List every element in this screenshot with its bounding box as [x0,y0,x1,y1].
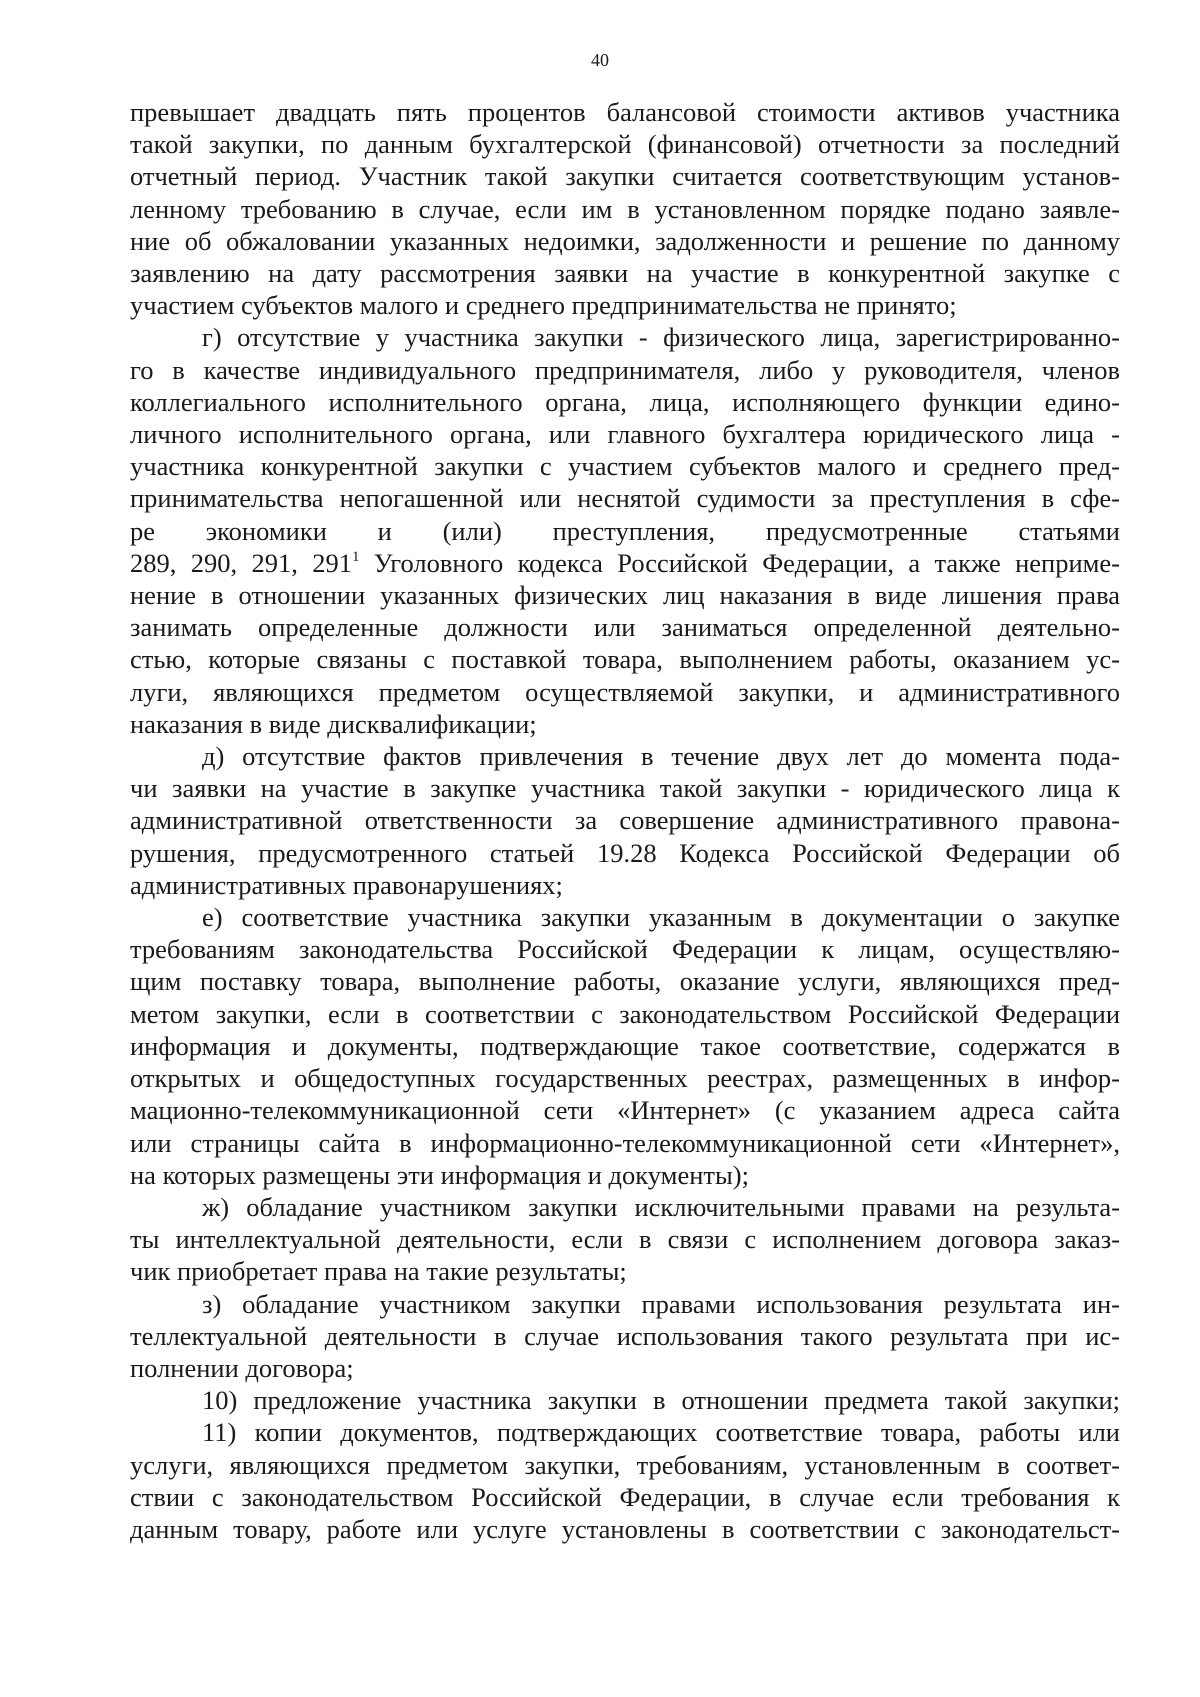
line-text: 10) предложение участника закупки в отношении предмета такой закупки; [202,1385,1120,1416]
text-line [130,1159,1120,1191]
line-text: з) обладание участником закупки правами использования результата ин- [202,1288,1120,1319]
text-line [130,547,1120,579]
line-text: участием субъектов малого и среднего предпринимательства не принято; [130,290,957,321]
text-line [130,289,1120,321]
text-line [130,1094,1120,1126]
superscript: 1 [351,548,360,565]
text-line [130,354,1120,386]
text-line [130,386,1120,418]
line-text: на которых размещены эти информация и документы); [130,1159,749,1190]
text-line [130,998,1120,1030]
text-line [130,450,1120,482]
line-text: административной ответственности за совершение административного правона- [130,805,1120,836]
text-line [130,837,1120,869]
line-text: мационно-телекоммуникационной сети «Интернет» (с указанием адреса сайта [130,1095,1120,1126]
text-line [130,1481,1120,1513]
line-text: ты интеллектуальной деятельности, если в связи с исполнением договора заказ- [130,1224,1120,1255]
line-text: луги, являющихся предметом осуществляемой закупки, и административного [130,676,1120,707]
text-line [130,225,1120,257]
text-line [130,1255,1120,1287]
line-text: метом закупки, если в соответствии с законодательством Российской Федерации [130,998,1120,1029]
text-line [130,579,1120,611]
line-text: превышает двадцать пять процентов балансовой стоимости активов участника [130,97,1120,127]
line-text: открытых и общедоступных государственных реестрах, размещенных в инфор- [130,1063,1120,1094]
text-line [130,1384,1120,1416]
text-line [130,643,1120,675]
line-text: требованиям законодательства Российской Федерации к лицам, осуществляю- [130,934,1120,965]
text-line [130,611,1120,643]
text-line [130,1191,1120,1223]
text-line [130,418,1120,450]
line-text: го в качестве индивидуального предпринимателя, либо у руководителя, членов [130,354,1120,385]
line-text: заявлению на дату рассмотрения заявки на участие в конкурентной закупке с [130,258,1120,289]
line-text: 11) копии документов, подтверждающих соответствие товара, работы или [202,1417,1120,1448]
line-text: ленному требованию в случае, если им в установленном порядке подано заявле- [130,193,1120,224]
line-text: участника конкурентной закупки с участием субъектов малого и среднего пред- [130,451,1120,482]
line-text: рушения, предусмотренного статьей 19.28 Кодекса Российской Федерации об [130,837,1120,868]
text-line [130,128,1120,160]
line-text: 289, 290, 291, 291 [130,547,352,578]
line-text: г) отсутствие у участника закупки - физического лица, зарегистрированно- [202,322,1120,353]
line-text: личного исполнительного органа, или главного бухгалтера юридического лица - [130,419,1120,450]
line-text: ж) обладание участником закупки исключительными правами на результа- [202,1191,1120,1222]
line-text: данным товару, работе или услуге установлены в соответствии с законодательст- [130,1513,1120,1544]
text-line [130,1288,1120,1320]
line-text: щим поставку товара, выполнение работы, оказание услуги, являющихся пред- [130,966,1120,997]
text-line [130,321,1120,353]
document-body [130,96,1120,1545]
text-line [130,804,1120,836]
line-text: административных правонарушениях; [130,869,563,900]
line-text: теллектуальной деятельности в случае использования такого результата при ис- [130,1320,1120,1351]
line-text: услуги, являющихся предметом закупки, требованиям, установленным в соответ- [130,1449,1120,1480]
text-line [130,1416,1120,1448]
text-line [130,482,1120,514]
text-line [130,193,1120,225]
text-line [130,96,1120,128]
text-line [130,708,1120,740]
text-line [130,1030,1120,1062]
line-text: чи заявки на участие в закупке участника такой закупки - юридического лица к [130,773,1120,804]
text-line [130,1062,1120,1094]
line-text: чик приобретает права на такие результаты; [130,1256,627,1287]
text-line [130,965,1120,997]
line-text: отчетный период. Участник такой закупки считается соответствующим установ- [130,161,1120,192]
line-text: ре экономики и (или) преступления, предусмотренные статьями [130,515,1120,546]
page-number: 40 [591,50,609,70]
line-text: коллегиального исполнительного органа, лица, исполняющего функции едино- [130,386,1120,417]
line-text: полнении договора; [130,1352,354,1383]
text-line [130,740,1120,772]
text-line [130,772,1120,804]
line-text: занимать определенные должности или заниматься определенной деятельно- [130,612,1120,643]
text-line [130,257,1120,289]
text-line [130,1449,1120,1481]
line-text: ствии с законодательством Российской Федерации, в случае если требования к [130,1481,1120,1512]
line-text-continued: Уголовного кодекса Российской Федерации, а также неприме- [359,547,1121,578]
text-line [130,869,1120,901]
text-line [130,1513,1120,1545]
line-text: информация и документы, подтверждающие такое соответствие, содержатся в [130,1030,1120,1061]
text-line [130,1320,1120,1352]
line-text: е) соответствие участника закупки указанным в документации о закупке [202,902,1120,933]
line-text: наказания в виде дисквалификации; [130,708,537,739]
text-line [130,676,1120,708]
line-text: стью, которые связаны с поставкой товара, выполнением работы, оказанием ус- [130,644,1120,675]
text-line [130,933,1120,965]
text-line [130,160,1120,192]
line-text: или страницы сайта в информационно-телекоммуникационной сети «Интернет», [130,1127,1120,1158]
line-text: нение в отношении указанных физических лиц наказания в виде лишения права [130,580,1120,611]
text-line [130,515,1120,547]
line-text: ние об обжаловании указанных недоимки, задолженности и решение по данному [130,225,1120,256]
line-text: такой закупки, по данным бухгалтерской (финансовой) отчетности за последний [130,129,1120,160]
line-text: д) отсутствие фактов привлечения в течение двух лет до момента пода- [202,741,1120,772]
text-line [130,1352,1120,1384]
text-line [130,1127,1120,1159]
text-line [130,1223,1120,1255]
line-text: принимательства непогашенной или неснятой судимости за преступления в сфе- [130,483,1120,514]
text-line [130,901,1120,933]
